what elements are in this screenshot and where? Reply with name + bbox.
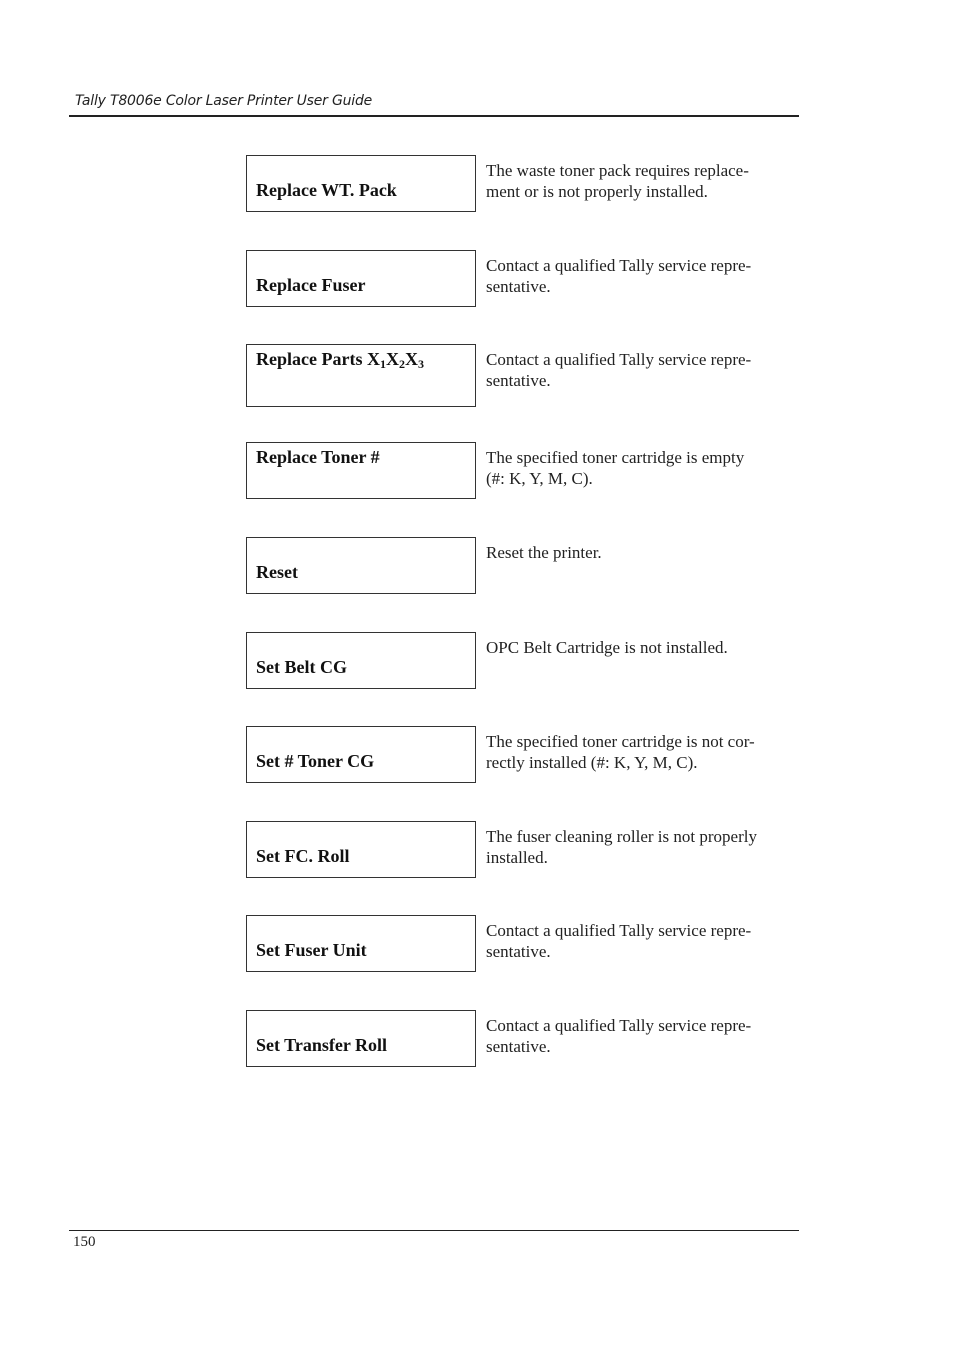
description-line: ment or is not properly installed.	[486, 182, 708, 201]
description-line: The waste toner pack requires replace-	[486, 161, 749, 180]
message-description	[486, 826, 791, 868]
message-description	[486, 349, 791, 391]
description-line: Contact a qualified Tally service repre-	[486, 921, 752, 940]
panel-message-label: Replace WT. Pack	[256, 180, 397, 200]
description-line: sentative.	[486, 1037, 551, 1056]
panel-message-label: Set FC. Roll	[256, 846, 350, 866]
message-description	[486, 255, 791, 297]
panel-message-box	[246, 1010, 476, 1067]
description-line: The specified toner cartridge is not cor-	[486, 732, 755, 751]
description-line: sentative.	[486, 371, 551, 390]
label-prefix: Replace Parts	[256, 349, 367, 369]
message-description	[486, 542, 791, 563]
description-line: The fuser cleaning roller is not properly	[486, 827, 757, 846]
description-line: Contact a qualified Tally service repre-	[486, 350, 752, 369]
panel-message-box	[246, 344, 476, 407]
panel-message-label: Set Transfer Roll	[256, 1035, 387, 1055]
panel-message-label: Replace Toner #	[256, 447, 380, 467]
panel-message-label: Reset	[256, 562, 298, 582]
panel-message-label: Set Belt CG	[256, 657, 347, 677]
panel-message-box	[246, 915, 476, 972]
message-description	[486, 160, 791, 202]
footer-rule	[69, 1230, 799, 1231]
panel-message-box	[246, 442, 476, 499]
description-line: (#: K, Y, M, C).	[486, 469, 593, 488]
panel-message-box	[246, 726, 476, 783]
panel-message-box	[246, 155, 476, 212]
panel-message-label: Set Fuser Unit	[256, 940, 367, 960]
panel-message-box	[246, 821, 476, 878]
label-part: X	[404, 349, 418, 369]
label-subscript: 1	[379, 357, 386, 371]
description-line: sentative.	[486, 942, 551, 961]
description-line: Contact a qualified Tally service repre-	[486, 1016, 752, 1035]
description-line: OPC Belt Cartridge is not installed.	[486, 638, 728, 657]
label-part: X	[366, 349, 380, 369]
panel-message-label: Replace Fuser	[256, 275, 366, 295]
panel-message-box	[246, 632, 476, 689]
panel-message-label: Set # Toner CG	[256, 751, 375, 771]
label-part: X	[385, 349, 399, 369]
panel-message-box	[246, 250, 476, 307]
label-subscript: 2	[398, 357, 405, 371]
header-rule	[69, 115, 799, 117]
page-header-title: Tally T8006e Color Laser Printer User Guide	[75, 93, 373, 109]
description-line: installed.	[486, 848, 548, 867]
page-number: 150	[73, 1234, 96, 1250]
description-line: The specified toner cartridge is empty	[486, 448, 745, 467]
description-line: Contact a qualified Tally service repre-	[486, 256, 752, 275]
message-description	[486, 447, 791, 489]
message-description	[486, 1015, 791, 1057]
panel-message-label	[256, 349, 424, 370]
description-line: Reset the printer.	[486, 543, 602, 562]
panel-message-box	[246, 537, 476, 594]
description-line: sentative.	[486, 277, 551, 296]
message-description	[486, 731, 791, 773]
label-subscript: 3	[417, 357, 424, 371]
message-description	[486, 920, 791, 962]
description-line: rectly installed (#: K, Y, M, C).	[486, 753, 698, 772]
message-description	[486, 637, 791, 658]
